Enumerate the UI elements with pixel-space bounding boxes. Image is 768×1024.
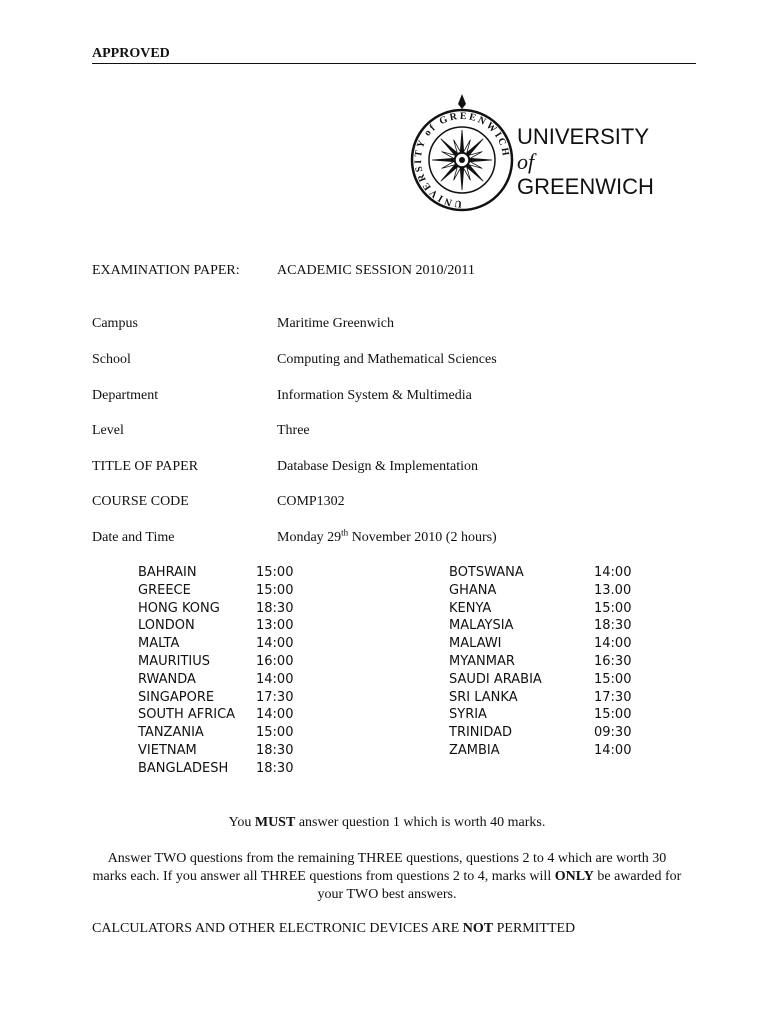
- schedule-country: LONDON: [138, 618, 195, 634]
- detail-label: School: [92, 352, 131, 367]
- date-rest: November 2010 (2 hours): [348, 530, 497, 545]
- schedule-country: RWANDA: [138, 671, 196, 687]
- instruction-text: PERMITTED: [493, 921, 576, 936]
- schedule-item: [138, 600, 318, 618]
- schedule-item: [449, 689, 649, 707]
- schedule-time: 16:00: [256, 653, 294, 669]
- schedule-time: 18:30: [256, 760, 294, 776]
- schedule-time: 16:30: [594, 653, 632, 669]
- detail-label: EXAMINATION PAPER:: [92, 263, 240, 278]
- instruction-text: be awarded for your TWO best answers.: [317, 869, 682, 902]
- schedule-right-column: [449, 564, 649, 760]
- instruction-optional: [92, 850, 682, 904]
- schedule-time: 13:00: [256, 618, 294, 634]
- schedule-country: SAUDI ARABIA: [449, 671, 542, 687]
- schedule-time: 09:30: [594, 725, 632, 741]
- university-seal-icon: [410, 94, 514, 214]
- schedule-item: [449, 742, 649, 760]
- schedule-item: [138, 742, 318, 760]
- schedule-time: 18:30: [256, 742, 294, 758]
- instruction-calculators: [92, 920, 575, 938]
- schedule-item: [449, 564, 649, 582]
- schedule-country: SOUTH AFRICA: [138, 707, 236, 723]
- schedule-country: VIETNAM: [138, 742, 197, 758]
- date-prefix: Monday 29: [277, 530, 342, 545]
- detail-label: Department: [92, 388, 159, 403]
- schedule-time: 14:00: [256, 707, 294, 723]
- schedule-time: 18:30: [594, 618, 632, 634]
- schedule-item: [138, 582, 318, 600]
- detail-value: Three: [277, 423, 310, 438]
- instruction-emphasis: NOT: [462, 921, 494, 936]
- logo-wordmark: [517, 124, 654, 199]
- detail-value: Database Design & Implementation: [277, 459, 478, 474]
- seal-lettering: UNIVERSITY of GREENWICH: [413, 110, 512, 210]
- schedule-time: 15:00: [256, 725, 294, 741]
- detail-value: COMP1302: [277, 494, 345, 509]
- detail-label: Level: [92, 423, 124, 438]
- detail-value: ACADEMIC SESSION 2010/2011: [277, 263, 475, 278]
- schedule-country: BAHRAIN: [138, 565, 197, 580]
- schedule-country: MYANMAR: [449, 653, 515, 669]
- schedule-country: MALAWI: [449, 636, 502, 652]
- schedule-time: 14:00: [256, 671, 294, 687]
- schedule-country: SYRIA: [449, 707, 487, 723]
- university-logo: [410, 94, 670, 214]
- schedule-item: [449, 653, 649, 671]
- instruction-text: answer question 1 which is worth 40 marks.: [295, 815, 546, 830]
- schedule-time: 15:00: [256, 582, 294, 598]
- schedule-item: [449, 635, 649, 653]
- logo-line-university: UNIVERSITY: [517, 124, 650, 149]
- schedule-item: [138, 635, 318, 653]
- schedule-item: [449, 617, 649, 635]
- schedule-country: TANZANIA: [138, 725, 204, 741]
- schedule-country: BANGLADESH: [138, 760, 229, 776]
- schedule-time: 15:00: [594, 671, 632, 687]
- schedule-item: [138, 724, 318, 742]
- schedule-country: MALAYSIA: [449, 618, 514, 634]
- schedule-country: HONG KONG: [138, 600, 220, 616]
- schedule-time: 15:00: [256, 565, 294, 580]
- schedule-country: BOTSWANA: [449, 565, 524, 580]
- schedule-country: MAURITIUS: [138, 653, 211, 669]
- schedule-country: ZAMBIA: [449, 742, 500, 758]
- schedule-country: GREECE: [138, 582, 191, 598]
- detail-label: COURSE CODE: [92, 494, 189, 509]
- schedule-time: 17:30: [256, 689, 294, 705]
- detail-value: [277, 529, 497, 547]
- schedule-item: [138, 671, 318, 689]
- instruction-emphasis: MUST: [254, 815, 296, 830]
- schedule-item: [138, 689, 318, 707]
- instruction-text: CALCULATORS AND OTHER ELECTRONIC DEVICES ARE: [92, 921, 463, 936]
- schedule-item: [449, 671, 649, 689]
- schedule-country: KENYA: [449, 600, 492, 616]
- date-ordinal: th: [341, 527, 349, 538]
- schedule-time: 14:00: [594, 742, 632, 758]
- schedule-country: GHANA: [449, 582, 497, 598]
- schedule-item: [138, 617, 318, 635]
- logo-line-of: of: [517, 149, 535, 174]
- detail-value: Maritime Greenwich: [277, 316, 395, 331]
- schedule-time: 18:30: [256, 600, 294, 616]
- schedule-item: [138, 706, 318, 724]
- schedule-time: 17:30: [594, 689, 632, 705]
- schedule-time: 14:00: [256, 636, 294, 652]
- schedule-item: [138, 564, 318, 582]
- schedule-item: [449, 706, 649, 724]
- instruction-compulsory: [92, 814, 682, 832]
- schedule-item: [138, 653, 318, 671]
- schedule-time: 14:00: [594, 636, 632, 652]
- detail-label: Campus: [92, 316, 138, 331]
- logo-line-greenwich: GREENWICH: [517, 174, 654, 199]
- schedule-country: SRI LANKA: [449, 689, 518, 705]
- instruction-emphasis: ONLY: [554, 869, 594, 884]
- schedule-time: 15:00: [594, 600, 632, 616]
- detail-label: TITLE OF PAPER: [92, 459, 199, 474]
- schedule-left-column: [138, 564, 318, 778]
- detail-value: Information System & Multimedia: [277, 388, 472, 403]
- detail-label: Date and Time: [92, 530, 175, 545]
- schedule-time: 15:00: [594, 707, 632, 723]
- schedule-country: MALTA: [138, 636, 180, 652]
- instruction-text: Answer TWO questions from the remaining THREE questions, questions 2 to 4 which are worth 30 marks each. If you answer all THREE questions from questions 2 to 4, marks will: [92, 851, 667, 884]
- detail-value: Computing and Mathematical Sciences: [277, 352, 497, 367]
- schedule-item: [449, 724, 649, 742]
- schedule-item: [449, 600, 649, 618]
- schedule-country: TRINIDAD: [449, 725, 513, 741]
- schedule-item: [138, 760, 318, 778]
- schedule-time: 13.00: [594, 582, 632, 598]
- approved-heading: APPROVED: [92, 46, 696, 64]
- instruction-text: You: [228, 815, 255, 830]
- schedule-item: [449, 582, 649, 600]
- schedule-country: SINGAPORE: [138, 689, 215, 705]
- schedule-time: 14:00: [594, 565, 632, 580]
